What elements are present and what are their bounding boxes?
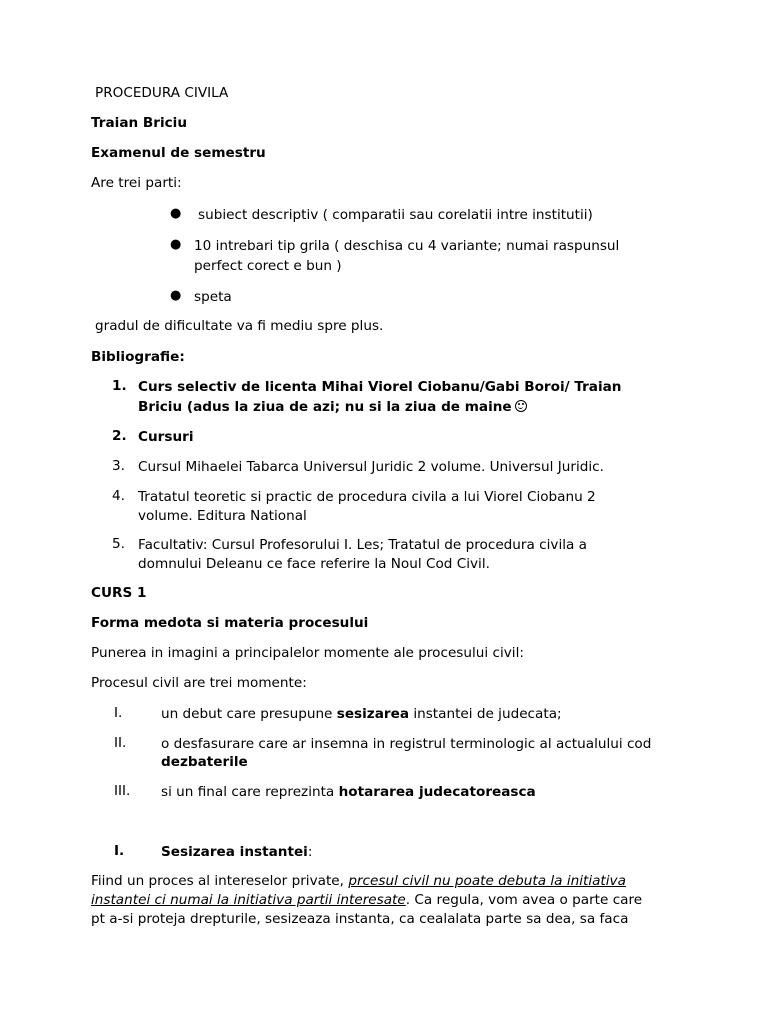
exam-part-2-line1: 10 intrebari tip grila ( deschisa cu 4 variante; numai raspunsul (194, 238, 620, 254)
course-label: CURS 1 (91, 585, 147, 601)
bibliography-item-5-line1: Facultativ: Cursul Profesorului I. Les; Tratatul de procedura civila a (138, 537, 587, 553)
list-number: 1. (112, 378, 127, 394)
exam-part-1: subiect descriptiv ( comparatii sau corelatii intre institutii) (198, 207, 593, 223)
exam-intro: Are trei parti: (91, 175, 182, 191)
bibliography-item-4-line2: volume. Editura National (138, 508, 307, 524)
bullet-icon: ● (170, 206, 182, 221)
paragraph-line-2: instantei ci numai la initiativa partii interesate. Ca regula, vom avea o parte care (91, 892, 643, 908)
roman-numeral: I. (114, 705, 123, 721)
exam-part-3: speta (194, 289, 232, 305)
intro-paragraph-1: Punerea in imagini a principalelor momente ale procesului civil: (91, 645, 524, 661)
smiley-icon (515, 400, 527, 412)
bullet-icon: ● (170, 237, 182, 252)
bullet-icon: ● (170, 288, 182, 303)
section-title: Sesizarea instantei: (161, 844, 313, 860)
author-name: Traian Briciu (91, 115, 188, 131)
course-title: Forma medota si materia procesului (91, 615, 369, 631)
bibliography-item-1-line2: Briciu (adus la ziua de azi; nu si la ziua de maine (138, 398, 527, 417)
bibliography-item-5-line2: domnului Deleanu ce face referire la Noul Cod Civil. (138, 556, 490, 572)
bibliography-item-1-line1: Curs selectiv de licenta Mihai Viorel Ciobanu/Gabi Boroi/ Traian (138, 379, 622, 395)
exam-heading: Examenul de semestru (91, 145, 266, 161)
paragraph-line-3: pt a-si proteja drepturile, sesizeaza instanta, ca cealalata parte sa dea, sa faca (91, 911, 629, 927)
list-number: 3. (112, 458, 125, 474)
moment-3: si un final care reprezinta hotararea judecatoreasca (161, 784, 536, 800)
roman-numeral: II. (114, 735, 127, 751)
moment-2-line2: dezbaterile (161, 754, 248, 770)
intro-paragraph-2: Procesul civil are trei momente: (91, 675, 307, 691)
paragraph-line-1: Fiind un proces al intereselor private, prcesul civil nu poate debuta la initiativa (91, 873, 626, 889)
bibliography-item-4-line1: Tratatul teoretic si practic de procedura civila a lui Viorel Ciobanu 2 (138, 489, 596, 505)
list-number: 4. (112, 488, 125, 504)
difficulty-note: gradul de dificultate va fi mediu spre plus. (95, 318, 384, 334)
moment-1: un debut care presupune sesizarea instantei de judecata; (161, 706, 562, 722)
bibliography-item-2: Cursuri (138, 429, 194, 445)
bibliography-heading: Bibliografie: (91, 349, 185, 365)
roman-numeral: III. (114, 783, 131, 799)
section-number: I. (114, 843, 125, 859)
exam-part-2-line2: perfect corect e bun ) (194, 258, 342, 274)
document-title: PROCEDURA CIVILA (95, 85, 229, 101)
bibliography-item-3: Cursul Mihaelei Tabarca Universul Juridic 2 volume. Universul Juridic. (138, 459, 604, 475)
moment-2-line1: o desfasurare care ar insemna in registrul terminologic al actualului cod (161, 736, 652, 752)
list-number: 2. (112, 428, 127, 444)
list-number: 5. (112, 536, 125, 552)
